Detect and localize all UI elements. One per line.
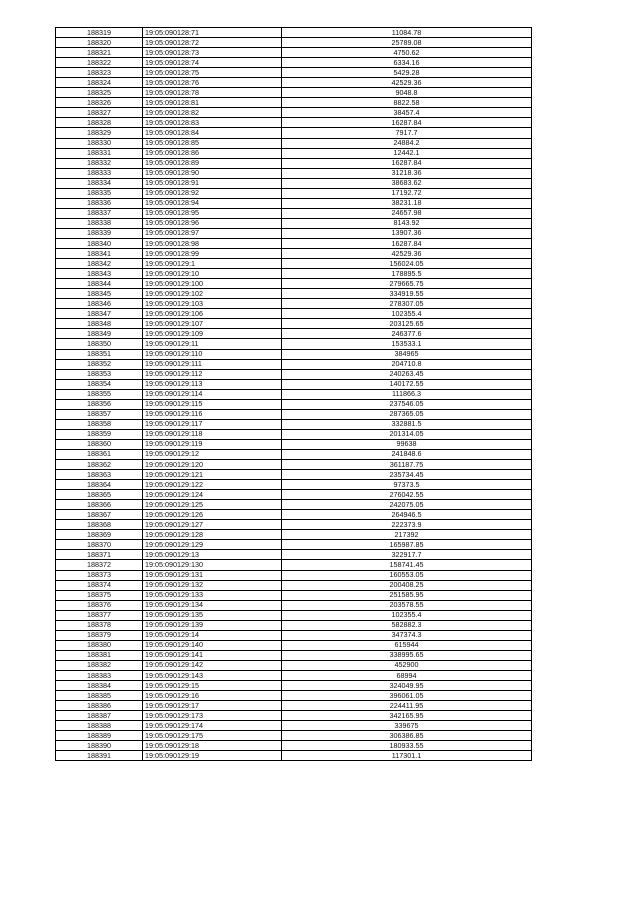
table-row [56, 701, 532, 711]
table-row [56, 289, 532, 299]
table-row [56, 681, 532, 691]
table-row [56, 128, 532, 138]
table-row [56, 530, 532, 540]
cadastral-number-cell: 19:05:090129:174 [143, 721, 282, 731]
row-number-cell: 188352 [56, 359, 143, 369]
row-number-cell: 188361 [56, 449, 143, 459]
value-cell: 203578.55 [282, 600, 532, 610]
value-cell: 16287.84 [282, 238, 532, 248]
cadastral-number-cell: 19:05:090129:131 [143, 570, 282, 580]
cadastral-number-cell: 19:05:090129:13 [143, 550, 282, 560]
cadastral-number-cell: 19:05:090128:91 [143, 178, 282, 188]
value-cell: 396061.05 [282, 691, 532, 701]
row-number-cell: 188354 [56, 379, 143, 389]
value-cell: 615944 [282, 640, 532, 650]
table-row [56, 500, 532, 510]
cadastral-number-cell: 19:05:090128:71 [143, 28, 282, 38]
table-row [56, 198, 532, 208]
table-row [56, 148, 532, 158]
table-row [56, 98, 532, 108]
table-row [56, 610, 532, 620]
value-cell: 11084.78 [282, 28, 532, 38]
table-row [56, 249, 532, 259]
row-number-cell: 188391 [56, 751, 143, 761]
row-number-cell: 188359 [56, 429, 143, 439]
cadastral-number-cell: 19:05:090129:118 [143, 429, 282, 439]
cadastral-number-cell: 19:05:090128:94 [143, 198, 282, 208]
cadastral-number-cell: 19:05:090129:100 [143, 279, 282, 289]
table-row [56, 449, 532, 459]
value-cell: 7917.7 [282, 128, 532, 138]
value-cell: 9048.8 [282, 88, 532, 98]
row-number-cell: 188328 [56, 118, 143, 128]
value-cell: 287365.05 [282, 409, 532, 419]
value-cell: 24884.2 [282, 138, 532, 148]
data-table [55, 27, 532, 761]
table-row [56, 168, 532, 178]
cadastral-number-cell: 19:05:090129:11 [143, 339, 282, 349]
value-cell: 237546.05 [282, 399, 532, 409]
value-cell: 235734.45 [282, 470, 532, 480]
table-row [56, 158, 532, 168]
cadastral-number-cell: 19:05:090129:126 [143, 510, 282, 520]
row-number-cell: 188378 [56, 620, 143, 630]
cadastral-number-cell: 19:05:090129:134 [143, 600, 282, 610]
row-number-cell: 188343 [56, 269, 143, 279]
cadastral-number-cell: 19:05:090129:173 [143, 711, 282, 721]
cadastral-number-cell: 19:05:090129:17 [143, 701, 282, 711]
table-row [56, 429, 532, 439]
table-row [56, 490, 532, 500]
row-number-cell: 188323 [56, 68, 143, 78]
row-number-cell: 188330 [56, 138, 143, 148]
value-cell: 156024.05 [282, 259, 532, 269]
row-number-cell: 188386 [56, 701, 143, 711]
table-row [56, 138, 532, 148]
cadastral-number-cell: 19:05:090129:121 [143, 470, 282, 480]
cadastral-number-cell: 19:05:090128:73 [143, 48, 282, 58]
row-number-cell: 188333 [56, 168, 143, 178]
value-cell: 68994 [282, 671, 532, 681]
value-cell: 322917.7 [282, 550, 532, 560]
cadastral-number-cell: 19:05:090129:135 [143, 610, 282, 620]
table-row [56, 208, 532, 218]
cadastral-number-cell: 19:05:090128:82 [143, 108, 282, 118]
table-row [56, 399, 532, 409]
row-number-cell: 188351 [56, 349, 143, 359]
value-cell: 203125.65 [282, 319, 532, 329]
row-number-cell: 188353 [56, 369, 143, 379]
table-row [56, 731, 532, 741]
value-cell: 42529.36 [282, 249, 532, 259]
table-row [56, 218, 532, 228]
row-number-cell: 188385 [56, 691, 143, 701]
value-cell: 240263.45 [282, 369, 532, 379]
cadastral-number-cell: 19:05:090129:113 [143, 379, 282, 389]
table-row [56, 188, 532, 198]
row-number-cell: 188363 [56, 470, 143, 480]
row-number-cell: 188335 [56, 188, 143, 198]
row-number-cell: 188319 [56, 28, 143, 38]
value-cell: 13907.36 [282, 228, 532, 238]
cadastral-number-cell: 19:05:090129:133 [143, 590, 282, 600]
value-cell: 361187.75 [282, 460, 532, 470]
table-row [56, 640, 532, 650]
value-cell: 102355.4 [282, 610, 532, 620]
value-cell: 42529.36 [282, 78, 532, 88]
cadastral-number-cell: 19:05:090128:99 [143, 249, 282, 259]
value-cell: 165987.85 [282, 540, 532, 550]
cadastral-number-cell: 19:05:090129:116 [143, 409, 282, 419]
row-number-cell: 188325 [56, 88, 143, 98]
table-row [56, 58, 532, 68]
row-number-cell: 188369 [56, 530, 143, 540]
table-row [56, 279, 532, 289]
value-cell: 204710.8 [282, 359, 532, 369]
cadastral-number-cell: 19:05:090129:14 [143, 630, 282, 640]
value-cell: 111866.3 [282, 389, 532, 399]
cadastral-number-cell: 19:05:090129:120 [143, 460, 282, 470]
cadastral-number-cell: 19:05:090129:102 [143, 289, 282, 299]
value-cell: 38683.62 [282, 178, 532, 188]
table-row [56, 369, 532, 379]
value-cell: 334919.55 [282, 289, 532, 299]
row-number-cell: 188372 [56, 560, 143, 570]
cadastral-number-cell: 19:05:090129:132 [143, 580, 282, 590]
cadastral-number-cell: 19:05:090129:110 [143, 349, 282, 359]
table-row [56, 660, 532, 670]
cadastral-number-cell: 19:05:090129:142 [143, 660, 282, 670]
table-row [56, 108, 532, 118]
value-cell: 160553.05 [282, 570, 532, 580]
row-number-cell: 188329 [56, 128, 143, 138]
cadastral-number-cell: 19:05:090128:92 [143, 188, 282, 198]
row-number-cell: 188356 [56, 399, 143, 409]
value-cell: 241848.6 [282, 449, 532, 459]
value-cell: 264946.5 [282, 510, 532, 520]
table-row [56, 630, 532, 640]
value-cell: 347374.3 [282, 630, 532, 640]
table-row [56, 38, 532, 48]
table-row [56, 751, 532, 761]
cadastral-number-cell: 19:05:090129:106 [143, 309, 282, 319]
value-cell: 16287.84 [282, 118, 532, 128]
row-number-cell: 188360 [56, 439, 143, 449]
table-row [56, 741, 532, 751]
table-body [56, 28, 532, 761]
row-number-cell: 188349 [56, 329, 143, 339]
cadastral-number-cell: 19:05:090128:84 [143, 128, 282, 138]
cadastral-number-cell: 19:05:090129:18 [143, 741, 282, 751]
value-cell: 384965 [282, 349, 532, 359]
table-row [56, 68, 532, 78]
table-row [56, 439, 532, 449]
cadastral-number-cell: 19:05:090129:15 [143, 681, 282, 691]
row-number-cell: 188348 [56, 319, 143, 329]
value-cell: 324049.95 [282, 681, 532, 691]
value-cell: 99638 [282, 439, 532, 449]
value-cell: 222373.9 [282, 520, 532, 530]
row-number-cell: 188388 [56, 721, 143, 731]
cadastral-number-cell: 19:05:090128:85 [143, 138, 282, 148]
value-cell: 25789.08 [282, 38, 532, 48]
value-cell: 582882.3 [282, 620, 532, 630]
cadastral-number-cell: 19:05:090129:125 [143, 500, 282, 510]
row-number-cell: 188337 [56, 208, 143, 218]
value-cell: 224411.95 [282, 701, 532, 711]
table-row [56, 389, 532, 399]
table-row [56, 580, 532, 590]
value-cell: 12442.1 [282, 148, 532, 158]
cadastral-number-cell: 19:05:090129:19 [143, 751, 282, 761]
value-cell: 279665.75 [282, 279, 532, 289]
row-number-cell: 188366 [56, 500, 143, 510]
table-row [56, 480, 532, 490]
value-cell: 200408.25 [282, 580, 532, 590]
table-row [56, 359, 532, 369]
row-number-cell: 188346 [56, 299, 143, 309]
cadastral-number-cell: 19:05:090128:89 [143, 158, 282, 168]
table-row [56, 329, 532, 339]
cadastral-number-cell: 19:05:090129:175 [143, 731, 282, 741]
value-cell: 217392 [282, 530, 532, 540]
row-number-cell: 188324 [56, 78, 143, 88]
value-cell: 332881.5 [282, 419, 532, 429]
table-row [56, 409, 532, 419]
value-cell: 342165.95 [282, 711, 532, 721]
table-row [56, 620, 532, 630]
table-row [56, 671, 532, 681]
value-cell: 38457.4 [282, 108, 532, 118]
table-row [56, 550, 532, 560]
table-row [56, 570, 532, 580]
table-row [56, 650, 532, 660]
value-cell: 24657.98 [282, 208, 532, 218]
row-number-cell: 188344 [56, 279, 143, 289]
row-number-cell: 188389 [56, 731, 143, 741]
value-cell: 8143.92 [282, 218, 532, 228]
table-row [56, 470, 532, 480]
cadastral-number-cell: 19:05:090129:12 [143, 449, 282, 459]
value-cell: 158741.45 [282, 560, 532, 570]
value-cell: 452900 [282, 660, 532, 670]
value-cell: 117301.1 [282, 751, 532, 761]
cadastral-number-cell: 19:05:090129:141 [143, 650, 282, 660]
cadastral-number-cell: 19:05:090129:139 [143, 620, 282, 630]
row-number-cell: 188384 [56, 681, 143, 691]
row-number-cell: 188326 [56, 98, 143, 108]
cadastral-number-cell: 19:05:090129:130 [143, 560, 282, 570]
cadastral-number-cell: 19:05:090128:75 [143, 68, 282, 78]
cadastral-number-cell: 19:05:090129:117 [143, 419, 282, 429]
value-cell: 338995.65 [282, 650, 532, 660]
row-number-cell: 188347 [56, 309, 143, 319]
row-number-cell: 188375 [56, 590, 143, 600]
cadastral-number-cell: 19:05:090129:115 [143, 399, 282, 409]
cadastral-number-cell: 19:05:090129:111 [143, 359, 282, 369]
value-cell: 178895.5 [282, 269, 532, 279]
value-cell: 201314.05 [282, 429, 532, 439]
value-cell: 97373.5 [282, 480, 532, 490]
value-cell: 140172.55 [282, 379, 532, 389]
row-number-cell: 188332 [56, 158, 143, 168]
table-row [56, 88, 532, 98]
table-row [56, 520, 532, 530]
row-number-cell: 188362 [56, 460, 143, 470]
table-row [56, 228, 532, 238]
value-cell: 31218.36 [282, 168, 532, 178]
value-cell: 4750.62 [282, 48, 532, 58]
row-number-cell: 188340 [56, 238, 143, 248]
row-number-cell: 188390 [56, 741, 143, 751]
row-number-cell: 188376 [56, 600, 143, 610]
row-number-cell: 188377 [56, 610, 143, 620]
row-number-cell: 188364 [56, 480, 143, 490]
cadastral-number-cell: 19:05:090128:81 [143, 98, 282, 108]
table-row [56, 540, 532, 550]
table-row [56, 319, 532, 329]
row-number-cell: 188331 [56, 148, 143, 158]
table-row [56, 379, 532, 389]
table-row [56, 460, 532, 470]
row-number-cell: 188341 [56, 249, 143, 259]
cadastral-number-cell: 19:05:090128:97 [143, 228, 282, 238]
row-number-cell: 188381 [56, 650, 143, 660]
value-cell: 153533.1 [282, 339, 532, 349]
cadastral-number-cell: 19:05:090129:143 [143, 671, 282, 681]
value-cell: 180933.55 [282, 741, 532, 751]
cadastral-number-cell: 19:05:090128:90 [143, 168, 282, 178]
table-row [56, 339, 532, 349]
row-number-cell: 188373 [56, 570, 143, 580]
row-number-cell: 188367 [56, 510, 143, 520]
cadastral-number-cell: 19:05:090128:78 [143, 88, 282, 98]
value-cell: 278307.05 [282, 299, 532, 309]
cadastral-number-cell: 19:05:090129:112 [143, 369, 282, 379]
cadastral-number-cell: 19:05:090129:124 [143, 490, 282, 500]
table-row [56, 590, 532, 600]
cadastral-number-cell: 19:05:090129:103 [143, 299, 282, 309]
cadastral-number-cell: 19:05:090128:96 [143, 218, 282, 228]
value-cell: 38231.18 [282, 198, 532, 208]
value-cell: 16287.84 [282, 158, 532, 168]
cadastral-number-cell: 19:05:090129:119 [143, 439, 282, 449]
cadastral-number-cell: 19:05:090129:128 [143, 530, 282, 540]
row-number-cell: 188365 [56, 490, 143, 500]
value-cell: 17192.72 [282, 188, 532, 198]
table-row [56, 269, 532, 279]
cadastral-number-cell: 19:05:090129:109 [143, 329, 282, 339]
row-number-cell: 188322 [56, 58, 143, 68]
row-number-cell: 188334 [56, 178, 143, 188]
value-cell: 276042.55 [282, 490, 532, 500]
cadastral-number-cell: 19:05:090129:10 [143, 269, 282, 279]
cadastral-number-cell: 19:05:090129:1 [143, 259, 282, 269]
cadastral-number-cell: 19:05:090128:95 [143, 208, 282, 218]
cadastral-number-cell: 19:05:090129:140 [143, 640, 282, 650]
row-number-cell: 188382 [56, 660, 143, 670]
cadastral-number-cell: 19:05:090128:98 [143, 238, 282, 248]
table-row [56, 78, 532, 88]
value-cell: 246377.6 [282, 329, 532, 339]
table-row [56, 711, 532, 721]
row-number-cell: 188327 [56, 108, 143, 118]
row-number-cell: 188368 [56, 520, 143, 530]
cadastral-number-cell: 19:05:090128:72 [143, 38, 282, 48]
row-number-cell: 188336 [56, 198, 143, 208]
cadastral-number-cell: 19:05:090129:114 [143, 389, 282, 399]
cadastral-number-cell: 19:05:090129:122 [143, 480, 282, 490]
value-cell: 8822.58 [282, 98, 532, 108]
table-row [56, 259, 532, 269]
row-number-cell: 188379 [56, 630, 143, 640]
value-cell: 251585.95 [282, 590, 532, 600]
row-number-cell: 188380 [56, 640, 143, 650]
table-row [56, 510, 532, 520]
row-number-cell: 188370 [56, 540, 143, 550]
row-number-cell: 188345 [56, 289, 143, 299]
row-number-cell: 188350 [56, 339, 143, 349]
table-row [56, 48, 532, 58]
cadastral-number-cell: 19:05:090129:107 [143, 319, 282, 329]
value-cell: 306386.85 [282, 731, 532, 741]
row-number-cell: 188339 [56, 228, 143, 238]
value-cell: 6334.16 [282, 58, 532, 68]
table-row [56, 691, 532, 701]
row-number-cell: 188383 [56, 671, 143, 681]
table-row [56, 299, 532, 309]
cadastral-number-cell: 19:05:090129:127 [143, 520, 282, 530]
table-row [56, 419, 532, 429]
row-number-cell: 188358 [56, 419, 143, 429]
table-row [56, 309, 532, 319]
value-cell: 242075.05 [282, 500, 532, 510]
row-number-cell: 188357 [56, 409, 143, 419]
table-row [56, 28, 532, 38]
table-row [56, 349, 532, 359]
table-row [56, 721, 532, 731]
cadastral-number-cell: 19:05:090129:129 [143, 540, 282, 550]
table-row [56, 178, 532, 188]
cadastral-number-cell: 19:05:090128:86 [143, 148, 282, 158]
row-number-cell: 188342 [56, 259, 143, 269]
cadastral-number-cell: 19:05:090128:76 [143, 78, 282, 88]
row-number-cell: 188320 [56, 38, 143, 48]
value-cell: 339675 [282, 721, 532, 731]
value-cell: 102355.4 [282, 309, 532, 319]
table-row [56, 238, 532, 248]
value-cell: 5429.28 [282, 68, 532, 78]
table-row [56, 118, 532, 128]
table-row [56, 600, 532, 610]
cadastral-number-cell: 19:05:090128:74 [143, 58, 282, 68]
row-number-cell: 188374 [56, 580, 143, 590]
row-number-cell: 188338 [56, 218, 143, 228]
cadastral-number-cell: 19:05:090128:83 [143, 118, 282, 128]
row-number-cell: 188371 [56, 550, 143, 560]
table-row [56, 560, 532, 570]
row-number-cell: 188355 [56, 389, 143, 399]
cadastral-number-cell: 19:05:090129:16 [143, 691, 282, 701]
row-number-cell: 188321 [56, 48, 143, 58]
row-number-cell: 188387 [56, 711, 143, 721]
